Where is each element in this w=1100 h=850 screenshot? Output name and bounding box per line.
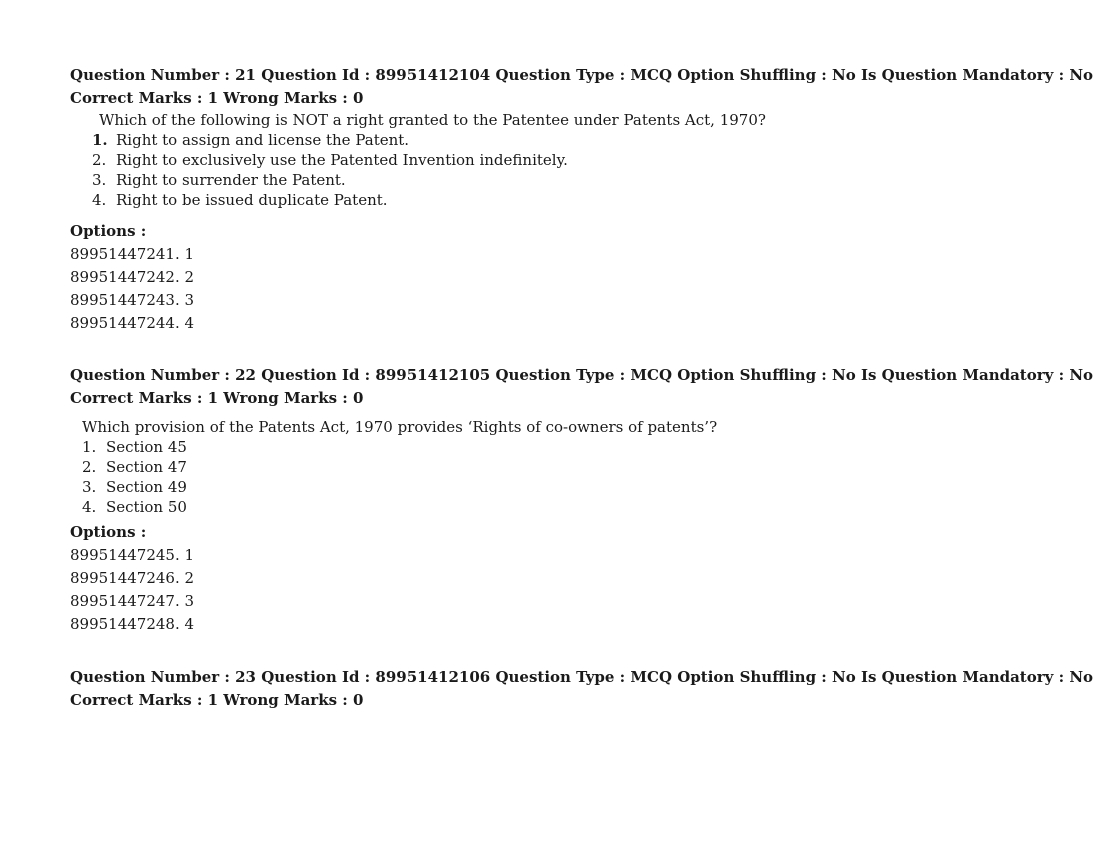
list-text: Right to be issued duplicate Patent. <box>116 191 388 209</box>
options-label: Options : <box>70 523 147 541</box>
list-number: 2. <box>82 458 97 476</box>
question-marks: Correct Marks : 1 Wrong Marks : 0 <box>70 89 364 107</box>
option-row: 89951447246. 2 <box>70 569 195 587</box>
option-row: 89951447242. 2 <box>70 268 195 286</box>
list-text: Section 49 <box>106 478 187 496</box>
option-row: 89951447245. 1 <box>70 546 195 564</box>
question-header: Question Number : 22 Question Id : 89951412105 Question Type : MCQ Option Shuffling : No Is Question Mandatory : No <box>70 366 1094 384</box>
answer-list <box>70 437 1050 517</box>
list-item <box>82 437 1050 457</box>
option-row: 89951447241. 1 <box>70 245 195 263</box>
list-text: Section 47 <box>106 458 187 476</box>
option-row: 89951447247. 3 <box>70 592 195 610</box>
list-number: 2. <box>92 151 107 169</box>
question-marks: Correct Marks : 1 Wrong Marks : 0 <box>70 691 364 709</box>
question-header: Question Number : 21 Question Id : 89951412104 Question Type : MCQ Option Shuffling : No Is Question Mandatory : No <box>70 66 1094 84</box>
list-item <box>92 150 1050 170</box>
answer-list <box>70 130 1050 210</box>
list-item <box>82 477 1050 497</box>
option-row: 89951447243. 3 <box>70 291 195 309</box>
options-label: Options : <box>70 222 147 240</box>
question-text: Which of the following is NOT a right granted to the Patentee under Patents Act, 1970? <box>99 111 766 129</box>
question-header: Question Number : 23 Question Id : 89951412106 Question Type : MCQ Option Shuffling : No Is Question Mandatory : No <box>70 668 1094 686</box>
question-block-23 <box>70 666 1094 712</box>
list-item <box>82 457 1050 477</box>
list-text: Section 50 <box>106 498 187 516</box>
list-number: 1. <box>82 438 97 456</box>
question-text: Which provision of the Patents Act, 1970 provides ‘Rights of co-owners of patents’? <box>82 418 718 436</box>
list-number: 4. <box>92 191 107 209</box>
list-number: 3. <box>82 478 97 496</box>
option-row: 89951447248. 4 <box>70 615 195 633</box>
question-marks: Correct Marks : 1 Wrong Marks : 0 <box>70 389 364 407</box>
list-number: 1. <box>92 131 108 149</box>
list-item <box>92 190 1050 210</box>
question-block-22 <box>70 364 1094 636</box>
list-item <box>82 497 1050 517</box>
list-item <box>92 130 1050 150</box>
list-text: Right to surrender the Patent. <box>116 171 346 189</box>
list-number: 4. <box>82 498 97 516</box>
list-text: Right to exclusively use the Patented Invention indefinitely. <box>116 151 568 169</box>
option-row: 89951447244. 4 <box>70 314 195 332</box>
list-item <box>92 170 1050 190</box>
list-text: Section 45 <box>106 438 187 456</box>
list-text: Right to assign and license the Patent. <box>116 131 410 149</box>
question-block-21 <box>70 64 1094 335</box>
list-number: 3. <box>92 171 107 189</box>
